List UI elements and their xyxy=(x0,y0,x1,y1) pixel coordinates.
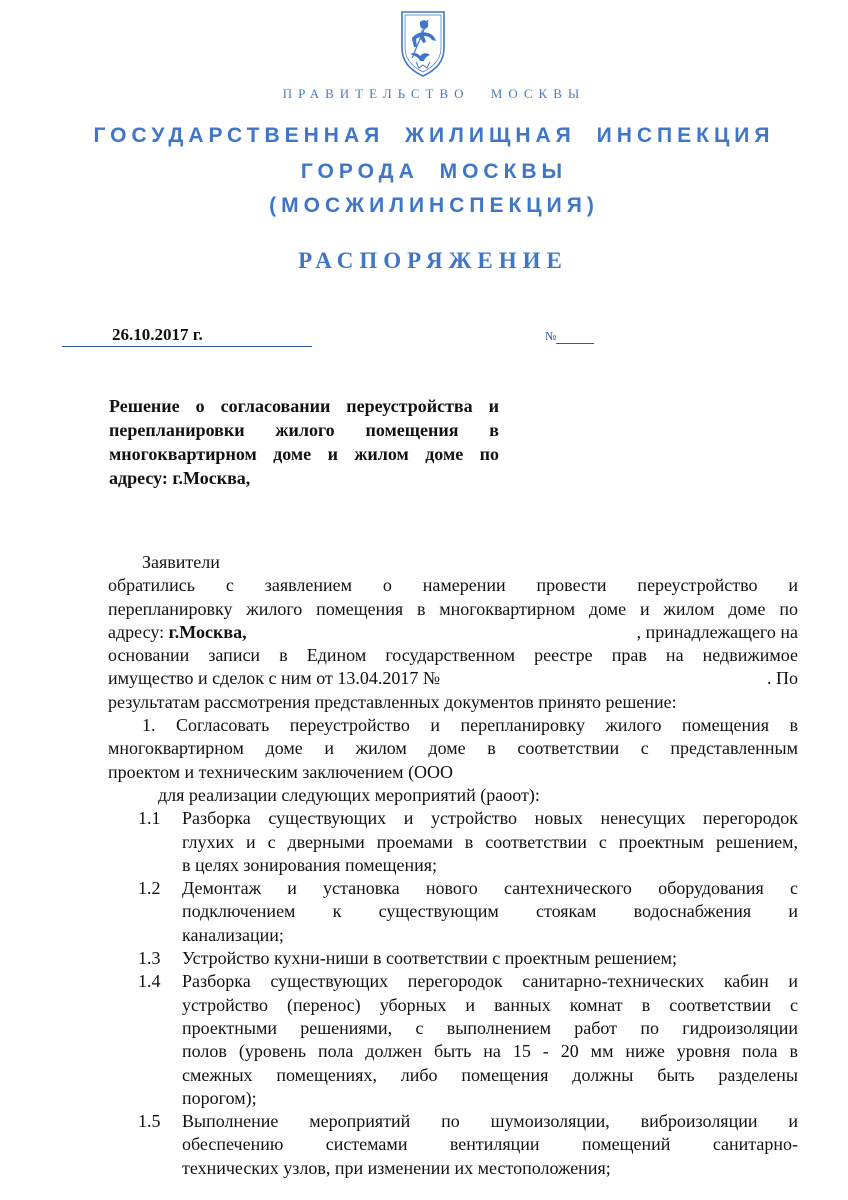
measure-text xyxy=(182,877,798,947)
ownership-text: , принадлежащего на xyxy=(636,621,798,642)
measures-list xyxy=(108,807,798,1180)
subject-line: перепланировки жилого помещения в xyxy=(109,420,499,440)
measure-text-line: полов (уровень пола должен быть на 15 - 20 мм ниже уровня пола в xyxy=(182,1041,798,1062)
registry-text: имущество и сделок с ним от 13.04.2017 № xyxy=(108,668,440,689)
number-blank xyxy=(556,331,594,344)
measure-text xyxy=(182,807,798,877)
measure-text-line: в целях зонирования помещения; xyxy=(182,854,438,875)
measure-number: 1.5 xyxy=(138,1111,161,1132)
measure-number: 1.1 xyxy=(138,808,161,829)
measure-text-line: Разборка существующих перегородок санитарно-технических кабин и xyxy=(182,971,798,992)
document-type-title: РАСПОРЯЖЕНИЕ xyxy=(298,248,568,273)
measure-text-line: Устройство кухни-ниши в соответствии с проектным решением; xyxy=(182,948,678,969)
registry-end: . По xyxy=(767,668,798,689)
measure-text-line: глухих и с дверными проемами в соответствии с проектным решением, xyxy=(182,831,798,852)
measure-text-line: устройство (перенос) уборных и ванных комнат в соответствии с xyxy=(182,994,798,1015)
org-name-line-3: (МОСЖИЛИНСПЕКЦИЯ) xyxy=(269,194,599,217)
body-line: перепланировку жилого помещения в многоквартирном доме и жилом доме по xyxy=(108,598,798,619)
measure-number: 1.3 xyxy=(138,948,161,969)
address-label: адресу: xyxy=(108,621,169,642)
org-name-line-2: ГОРОДА МОСКВЫ xyxy=(300,160,568,183)
subject-line: адресу: г.Москва, xyxy=(109,468,251,488)
measure-text-line: Разборка существующих и устройство новых ненесущих перегородок xyxy=(182,808,798,829)
measure-text-line: проектными решениями, с выполнением работ по гидроизоляции xyxy=(182,1017,798,1038)
measure-item xyxy=(108,970,798,1110)
date-field xyxy=(62,326,312,347)
measure-text-line: обеспечению системами вентиляции помещений санитарно- xyxy=(182,1134,798,1155)
body-line: обратились с заявлением о намерении провести переустройство и xyxy=(108,575,798,596)
number-label: № xyxy=(545,329,557,343)
number-field xyxy=(545,329,594,344)
government-title: ПРАВИТЕЛЬСТВО МОСКВЫ xyxy=(282,86,586,101)
decision-line: для реализации следующих мероприятий (раоот): xyxy=(158,784,540,805)
measure-number: 1.2 xyxy=(138,878,161,899)
document-subject xyxy=(109,394,499,490)
org-name-line-1: ГОСУДАРСТВЕННАЯ ЖИЛИЩНАЯ ИНСПЕКЦИЯ xyxy=(93,124,775,147)
address-city: г.Москва, xyxy=(168,621,247,642)
measure-text-line: подключением к существующим стоякам водоснабжения и xyxy=(182,901,798,922)
decision-line: 1. Согласовать переустройство и перепланировку жилого помещения в xyxy=(142,715,798,736)
decision-line: многоквартирном доме и жилом доме в соответствии с представленным xyxy=(108,738,798,759)
measure-text-line: смежных помещениях, либо помещения должны быть разделены xyxy=(182,1064,798,1085)
measure-item xyxy=(108,947,798,970)
measure-text-line: Выполнение мероприятий по шумоизоляции, виброизоляции и xyxy=(182,1111,798,1132)
decision-line: проектом и техническим заключением (ООО xyxy=(108,761,454,782)
measure-item xyxy=(108,877,798,947)
moscow-coat-of-arms-icon xyxy=(398,8,448,78)
measure-text-line: Демонтаж и установка нового сантехнического оборудования с xyxy=(182,878,798,899)
subject-line: Решение о согласовании переустройства и xyxy=(109,396,499,416)
subject-line: многоквартирном доме и жилом доме по xyxy=(109,444,499,464)
document-body xyxy=(108,551,798,1180)
body-line: основании записи в Едином государственном реестре прав на недвижимое xyxy=(108,645,798,666)
measure-number: 1.4 xyxy=(138,971,161,992)
body-line: результатам рассмотрения представленных документов принято решение: xyxy=(108,691,677,712)
measure-text xyxy=(182,947,798,970)
measure-item xyxy=(108,807,798,877)
document-date: 26.10.2017 г. xyxy=(112,325,203,344)
measure-text-line: порогом); xyxy=(182,1087,257,1108)
measure-text xyxy=(182,970,798,1110)
measure-text xyxy=(182,1110,798,1180)
body-line: Заявители xyxy=(142,552,220,572)
measure-item xyxy=(108,1110,798,1180)
body-line xyxy=(108,667,798,690)
measure-text-line: канализации; xyxy=(182,924,284,945)
measure-text-line: технических узлов, при изменении их местоположения; xyxy=(182,1157,611,1178)
body-line xyxy=(108,621,798,644)
